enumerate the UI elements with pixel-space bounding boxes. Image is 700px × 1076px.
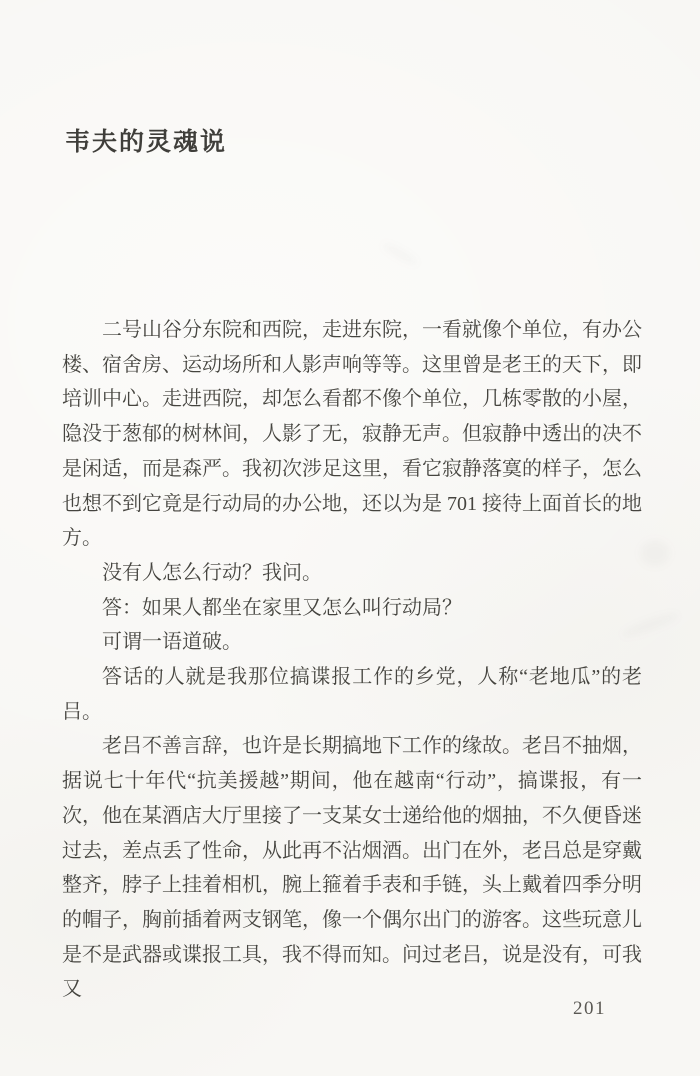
- paragraph: 答话的人就是我那位搞谍报工作的乡党，人称“老地瓜”的老吕。: [62, 666, 642, 723]
- paragraph: 答：如果人都坐在家里又怎么叫行动局？: [102, 596, 462, 619]
- chapter-title: 韦夫的灵魂说: [65, 129, 228, 156]
- scan-smudge: [640, 540, 670, 566]
- paragraph: 可谓一语道破。: [102, 631, 242, 654]
- page-number: 201: [573, 998, 606, 1019]
- scan-smudge: [381, 241, 420, 268]
- paragraph: 二号山谷分东院和西院，走进东院，一看就像个单位，有办公楼、宿舍房、运动场所和人影声响等等。这里曾是老王的天下，即培训中心。走进西院，却怎么看都不像个单位，几栋零散的小屋，隐没于葱郁的树林间，人影了无，寂静无声。但寂静中透出的决不是闲适，而是森严。我初次涉足这里，看它寂静落寞的样子，怎么也想不到它竟是行动局的办公地，还以为是 701 接待上面首长的地方。: [62, 319, 642, 550]
- paragraph: 没有人怎么行动？我问。: [102, 561, 322, 584]
- paragraph: 老吕不善言辞，也许是长期搞地下工作的缘故。老吕不抽烟，据说七十年代“抗美援越”期间，他在越南“行动”，搞谍报，有一次，他在某酒店大厅里接了一支某女士递给他的烟抽，不久便昏迷过去，差点丢了性命，从此再不沾烟酒。出门在外，老吕总是穿戴整齐，脖子上挂着相机，腕上箍着手表和手链，头上戴着四季分明的帽子，胸前插着两支钢笔，像一个偶尔出门的游客。这些玩意儿是不是武器或谍报工具，我不得而知。问过老吕，说是没有，可我又: [62, 735, 642, 1001]
- body-text: [62, 313, 642, 1007]
